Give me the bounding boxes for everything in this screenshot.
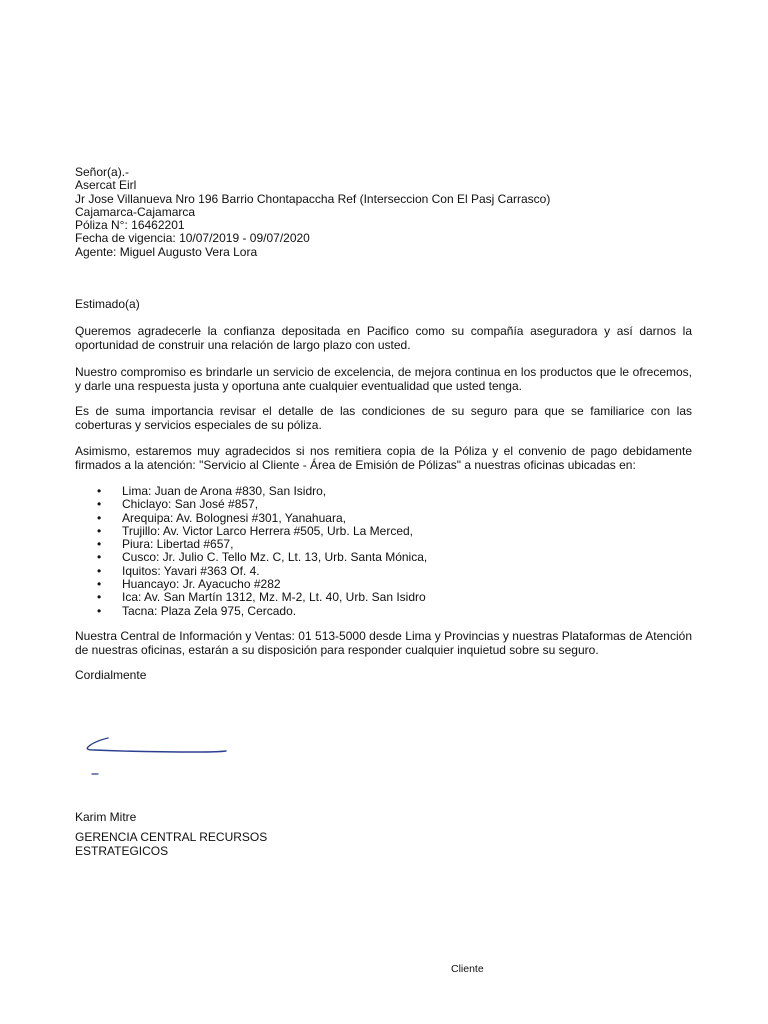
bullet-icon: •	[97, 537, 102, 552]
office-address: Tacna: Plaza Zela 975, Cercado.	[122, 603, 297, 618]
office-address: Trujillo: Av. Victor Larco Herrera #505, Urb. La Merced,	[122, 523, 414, 538]
office-list	[75, 485, 427, 618]
bullet-icon: •	[97, 563, 102, 578]
bullet-icon: •	[97, 510, 102, 525]
paragraph-contact: Nuestra Central de Información y Ventas: 01 513-5000 desde Lima y Provincias y nuestras Plataformas de Atención de nuestras oficinas, estarán a su disposición para responder cualquier inquietud sobre su seguro.	[75, 629, 692, 657]
bullet-icon: •	[97, 484, 102, 498]
office-address: Huancayo: Jr. Ayacucho #282	[122, 577, 281, 592]
office-address: Ica: Av. San Martín 1312, Mz. M-2, Lt. 40, Urb. San Isidro	[122, 590, 426, 605]
signature-icon	[78, 730, 238, 785]
bullet-icon: •	[97, 523, 102, 538]
office-address: Iquitos: Yavari #363 Of. 4.	[122, 563, 260, 578]
office-address: Piura: Libertad #657,	[122, 537, 234, 552]
bullet-icon: •	[97, 497, 102, 512]
office-address: Cusco: Jr. Julio C. Tello Mz. C, Lt. 13, Urb. Santa Mónica,	[122, 550, 428, 565]
greeting: Estimado(a)	[75, 297, 140, 311]
bullet-icon: •	[97, 550, 102, 565]
policy-number: Póliza N°: 16462201	[75, 218, 185, 233]
bullet-icon: •	[97, 590, 102, 605]
list-item	[75, 525, 427, 538]
recipient-company: Asercat Eirl	[75, 178, 137, 193]
office-address: Arequipa: Av. Bolognesi #301, Yanahuara,	[122, 510, 346, 525]
office-address: Lima: Juan de Arona #830, San Isidro,	[122, 484, 327, 498]
recipient-city: Cajamarca-Cajamarca	[75, 204, 196, 219]
office-address: Chiclayo: San José #857,	[122, 497, 259, 512]
signer-name: Karim Mitre	[75, 810, 137, 824]
recipient-address: Jr Jose Villanueva Nro 196 Barrio Chontapaccha Ref (Interseccion Con El Pasj Carrasco)	[75, 191, 551, 206]
paragraph-commitment: Nuestro compromiso es brindarle un servicio de excelencia, de mejora continua en los productos que le ofrecemos, y darle una respuesta justa y oportuna ante cualquier eventualidad que usted tenga.	[75, 365, 692, 393]
salutation-line: Señor(a).-	[75, 165, 130, 179]
list-item	[75, 538, 427, 551]
list-item	[75, 512, 427, 525]
signer-department: GERENCIA CENTRAL RECURSOS ESTRATEGICOS	[75, 830, 268, 858]
bullet-icon: •	[97, 603, 102, 618]
list-item	[75, 485, 427, 498]
policy-validity: Fecha de vigencia: 10/07/2019 - 09/07/2020	[75, 231, 310, 246]
paragraph-conditions: Es de suma importancia revisar el detalle de las condiciones de su seguro para que se familiarice con las coberturas y servicios especiales de su póliza.	[75, 404, 692, 432]
list-item	[75, 498, 427, 511]
agent-name: Agente: Miguel Augusto Vera Lora	[75, 244, 258, 259]
signature-stroke	[87, 738, 226, 752]
bullet-icon: •	[97, 577, 102, 592]
paragraph-request: Asimismo, estaremos muy agradecidos si nos remitiera copia de la Póliza y el convenio de pago debidamente firmados a la atención: "Servicio al Cliente - Área de Emisión de Pólizas" a nuestras oficinas ubicadas en:	[75, 444, 692, 472]
footer-label: Cliente	[451, 963, 484, 975]
closing: Cordialmente	[75, 668, 147, 682]
list-item	[75, 578, 427, 591]
paragraph-thanks: Queremos agradecerle la confianza depositada en Pacifico como su compañía aseguradora y así darnos la oportunidad de construir una relación de largo plazo con usted.	[75, 324, 692, 352]
list-item	[75, 551, 427, 564]
recipient-block	[75, 166, 715, 259]
list-item	[75, 565, 427, 578]
list-item	[75, 591, 427, 604]
list-item	[75, 605, 427, 618]
